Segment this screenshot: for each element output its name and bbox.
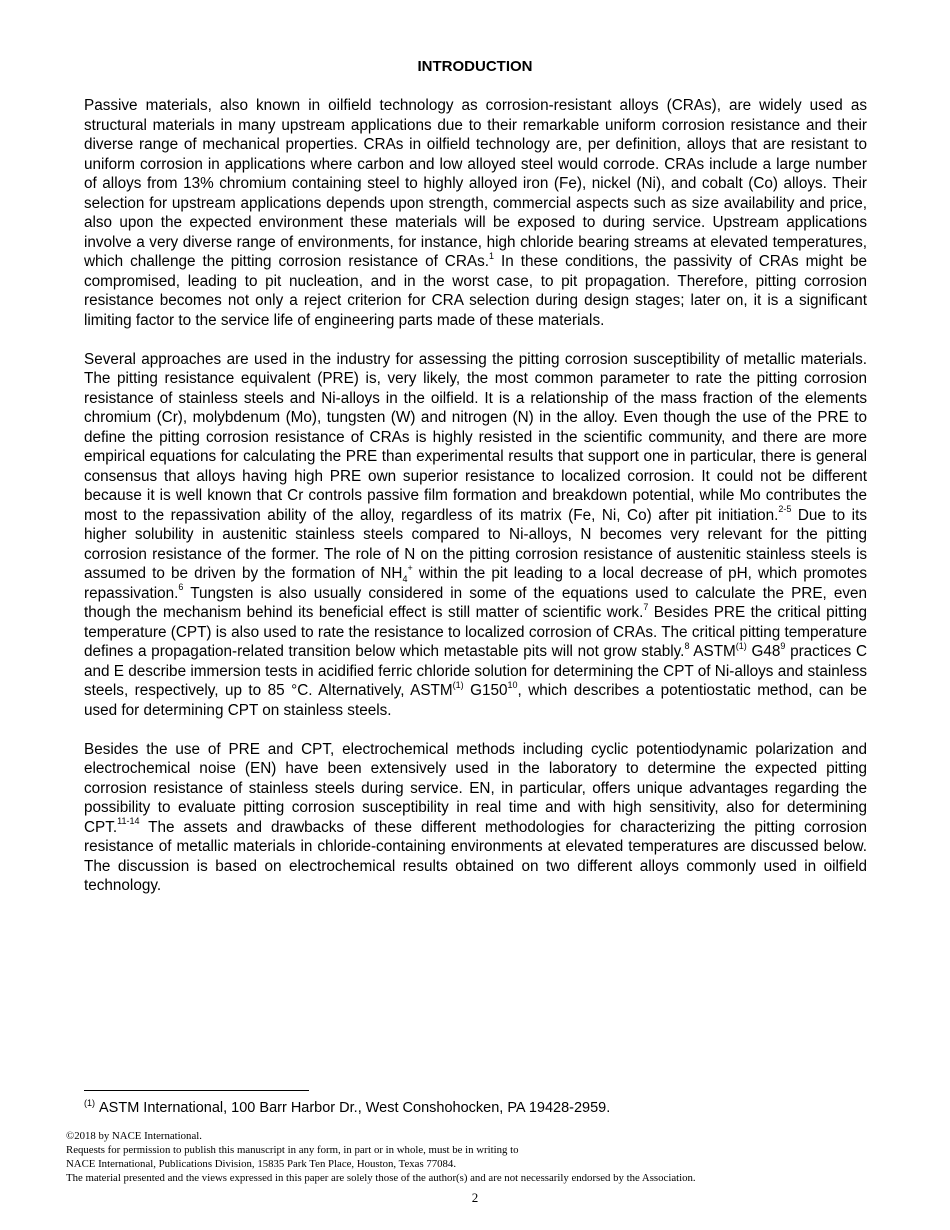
paragraph-2 bbox=[84, 350, 867, 721]
copyright-line: The material presented and the views expressed in this paper are solely those of the author(s) and are not necessarily endorsed by the Association. bbox=[66, 1172, 696, 1184]
text-span: Passive materials, also known in oilfield technology as corrosion-resistant alloys (CRAs), are widely used as structural materials in many upstream applications due to their remarkable uniform corrosion resistance and their diverse range of mechanical properties. CRAs in oilfield technology are, per definition, alloys that are resistant to uniform corrosion in applications where carbon and low alloyed steel would corrode. CRAs include a large number of alloys from 13% chromium containing steel to highly alloyed iron (Fe), nickel (Ni), and cobalt (Co) alloys. Their selection for upstream applications depends upon strength, commercial aspects such as size availability and price, also upon the expected environment these materials will be exposed to during service. Upstream applications involve a very diverse range of environments, for instance, high chloride bearing streams at elevated temperatures, which challenge the pitting corrosion resistance of CRAs. bbox=[84, 97, 867, 270]
paragraph-1 bbox=[84, 96, 867, 330]
text-span: Several approaches are used in the industry for assessing the pitting corrosion susceptibility of metallic materials. The pitting resistance equivalent (PRE) is, very likely, the most common parameter to rate the pitting corrosion resistance of stainless steels and Ni-alloys in the oilfield. It is a relationship of the mass fraction of the elements chromium (Cr), molybdenum (Mo), tungsten (W) and nitrogen (N) in the alloy. Even though the use of the PRE to define the pitting corrosion resistance of CRAs is highly resisted in the scientific community, and there are more empirical equations for calculating the PRE than experimental results that support one in particular, there is general consensus that alloys having high PRE own superior resistance to localized corrosion. It could not be different because it is well known that Cr controls passive film formation and breakdown potential, while Mo contributes the most to the repassivation ability of the alloy, regardless of its matrix (Fe, Ni, Co) after pit initiation. bbox=[84, 350, 867, 524]
page-number: 2 bbox=[471, 1190, 479, 1205]
text-span: within the pit leading to a local decrease of pH, which promotes repassivation. bbox=[84, 565, 868, 602]
superscript: + bbox=[407, 562, 413, 573]
footnote bbox=[84, 1099, 884, 1118]
reference-superscript: 11-14 bbox=[117, 816, 140, 827]
footnote-marker: (1) bbox=[452, 679, 464, 690]
reference-superscript: 10 bbox=[507, 679, 518, 690]
paragraph-3 bbox=[84, 740, 867, 896]
text-span: G48 bbox=[746, 643, 781, 660]
reference-superscript: 2-5 bbox=[778, 504, 792, 515]
section-heading: INTRODUCTION bbox=[417, 58, 533, 75]
reference-superscript: 8 bbox=[684, 640, 690, 651]
text-span: In these conditions, the passivity of CRAs might be compromised, leading to pit nucleation, and in the worst case, to pit propagation. Therefore, pitting corrosion resistance becomes not only a reject criterion for CRA selection during design stages; later on, it is a significant limiting factor to the service life of engineering parts made of these materials. bbox=[84, 253, 868, 329]
copyright-notice bbox=[66, 1129, 926, 1185]
copyright-line: Requests for permission to publish this manuscript in any form, in part or in whole, must be in writing to bbox=[66, 1144, 519, 1156]
copyright-line: ©2018 by NACE International. bbox=[66, 1130, 202, 1142]
reference-superscript: 6 bbox=[178, 582, 184, 593]
footnote-divider bbox=[84, 1090, 309, 1091]
body-text bbox=[84, 96, 867, 896]
text-span: ASTM bbox=[689, 643, 736, 660]
subscript: 4 bbox=[402, 574, 408, 585]
copyright-line: NACE International, Publications Division, 15835 Park Ten Place, Houston, Texas 77084. bbox=[66, 1158, 457, 1170]
text-span: G150 bbox=[463, 682, 508, 699]
text-span: practices C and E describe immersion tests in acidified ferric chloride solution for determining the CPT of Ni-alloys and stainless steels, respectively, up to 85 °C. Alternatively, ASTM bbox=[84, 643, 867, 699]
footnote-marker: (1) bbox=[735, 640, 747, 651]
footnote-marker: (1) bbox=[84, 1098, 95, 1109]
reference-superscript: 9 bbox=[780, 640, 786, 651]
text-span: , which describes a potentiostatic method, can be used for determining CPT on stainless steels. bbox=[84, 682, 868, 719]
text-span: Besides PRE the critical pitting temperature (CPT) is also used to rate the resistance to localized corrosion of CRAs. The critical pitting temperature defines a propagation-related transition below which metastable pits will not grow stably. bbox=[84, 604, 867, 660]
reference-superscript: 1 bbox=[489, 250, 495, 261]
text-span: Tungsten is also usually considered in some of the equations used to calculate the PRE, even though the mechanism behind its beneficial effect is still matter of scientific work. bbox=[84, 584, 867, 621]
text-span: Besides the use of PRE and CPT, electrochemical methods including cyclic potentiodynamic polarization and electrochemical noise (EN) have been extensively used in the laboratory to determine the expected pitting corrosion resistance of stainless steels during service. EN, in particular, offers unique advantages regarding the possibility to evaluate pitting corrosion susceptibility in real time and with high sensitivity, also for determining CPT. bbox=[84, 740, 867, 836]
text-span: Due to its higher solubility in austenitic stainless steels compared to Ni-alloys, N becomes very relevant for the pitting corrosion resistance of the former. The role of N on the pitting corrosion resistance of austenitic stainless steels is assumed to be driven by the formation of NH bbox=[84, 506, 867, 582]
reference-superscript: 7 bbox=[643, 601, 649, 612]
text-span: The assets and drawbacks of these different methodologies for characterizing the pitting corrosion resistance of metallic materials in chloride-containing environments at elevated temperatures are discussed below. The discussion is based on electrochemical results obtained on two different alloys commonly used in oilfield technology. bbox=[84, 818, 867, 894]
footnote-text: ASTM International, 100 Barr Harbor Dr., West Conshohocken, PA 19428-2959. bbox=[99, 1100, 611, 1116]
